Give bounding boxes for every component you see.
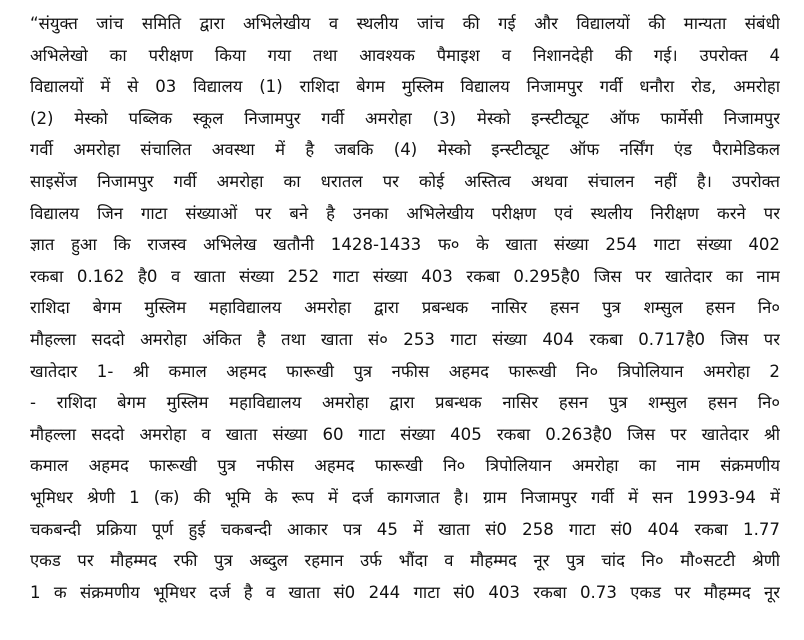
- text-line: - राशिदा बेगम मुस्लिम महाविद्यालय अमरोहा द्वारा प्रबन्धक नासिर हसन पुत्र शम्सुल हसन नि०: [30, 393, 780, 413]
- text-line: रकबा 0.162 है0 व खाता संख्या 252 गाटा संख्या 403 रकबा 0.295है0 जिस पर खातेदार का नाम: [30, 266, 780, 286]
- text-line: विद्यालयों में से 03 विद्यालय (1) राशिदा बेगम मुस्लिम विद्यालय निजामपुर गर्वी धनौरा रोड, अमरोहा: [30, 77, 780, 97]
- text-line: गर्वी अमरोहा संचालित अवस्था में है जबकि (4) मेस्को इन्स्टीट्यूट ऑफ नर्सिंग एंड पैरामेडिकल: [30, 140, 780, 160]
- text-line: मौहल्ला सददो अमरोहा व खाता संख्या 60 गाटा संख्या 405 रकबा 0.263है0 जिस पर खातेदार श्री: [30, 424, 780, 444]
- text-line: 1 क संक्रमणीय भूमिधर दर्ज है व खाता सं0 244 गाटा सं0 403 रकबा 0.73 एकड पर मौहम्मद नूर: [30, 582, 780, 602]
- text-line: मौहल्ला सददो अमरोहा अंकित है तथा खाता सं० 253 गाटा संख्या 404 रकबा 0.717है0 जिस पर: [30, 329, 780, 349]
- text-line: भूमिधर श्रेणी 1 (क) की भूमि के रूप में दर्ज कागजात है। ग्राम निजामपुर गर्वी में सन 1993-94 में: [30, 487, 780, 507]
- text-line: राशिदा बेगम मुस्लिम महाविद्यालय अमरोहा द्वारा प्रबन्धक नासिर हसन पुत्र शम्सुल हसन नि०: [30, 298, 780, 318]
- text-line: “संयुक्त जांच समिति द्वारा अभिलेखीय व स्थलीय जांच की गई और विद्यालयों की मान्यता संबंधी: [30, 14, 780, 33]
- text-line: एकड पर मौहम्मद रफी पुत्र अब्दुल रहमान उर्फ भौंदा व मौहम्मद नूर पुत्र चांद नि० मौ०सटटी श्रेणी: [30, 551, 780, 571]
- text-line: खातेदार 1- श्री कमाल अहमद फारूखी पुत्र नफीस अहमद फारूखी नि० त्रिपोलियान अमरोहा 2: [30, 361, 780, 381]
- body-paragraph: [30, 8, 780, 608]
- text-line: साइसेंज निजामपुर गर्वी अमरोहा का धरातल पर कोई अस्तित्व अथवा संचालन नहीं है। उपरोक्त: [30, 171, 780, 191]
- text-line: चकबन्दी प्रक्रिया पूर्ण हुई चकबन्दी आकार पत्र 45 में खाता सं0 258 गाटा सं0 404 रकबा 1.77: [30, 519, 780, 539]
- text-line: अभिलेखो का परीक्षण किया गया तथा आवश्यक पैमाइश व निशानदेही की गई। उपरोक्त 4: [30, 45, 780, 65]
- text-line: विद्यालय जिन गाटा संख्याओं पर बने है उनका अभिलेखीय परीक्षण एवं स्थलीय निरीक्षण करने पर: [30, 203, 780, 223]
- text-line: ज्ञात हुआ कि राजस्व अभिलेख खतौनी 1428-1433 फ० के खाता संख्या 254 गाटा संख्या 402: [30, 235, 780, 255]
- text-line: कमाल अहमद फारूखी पुत्र नफीस अहमद फारूखी नि० त्रिपोलियान अमरोहा का नाम संक्रमणीय: [30, 456, 780, 476]
- text-line: (2) मेस्को पब्लिक स्कूल निजामपुर गर्वी अमरोहा (3) मेस्को इन्स्टीट्यूट ऑफ फार्मेसी निजामपुर: [30, 108, 780, 128]
